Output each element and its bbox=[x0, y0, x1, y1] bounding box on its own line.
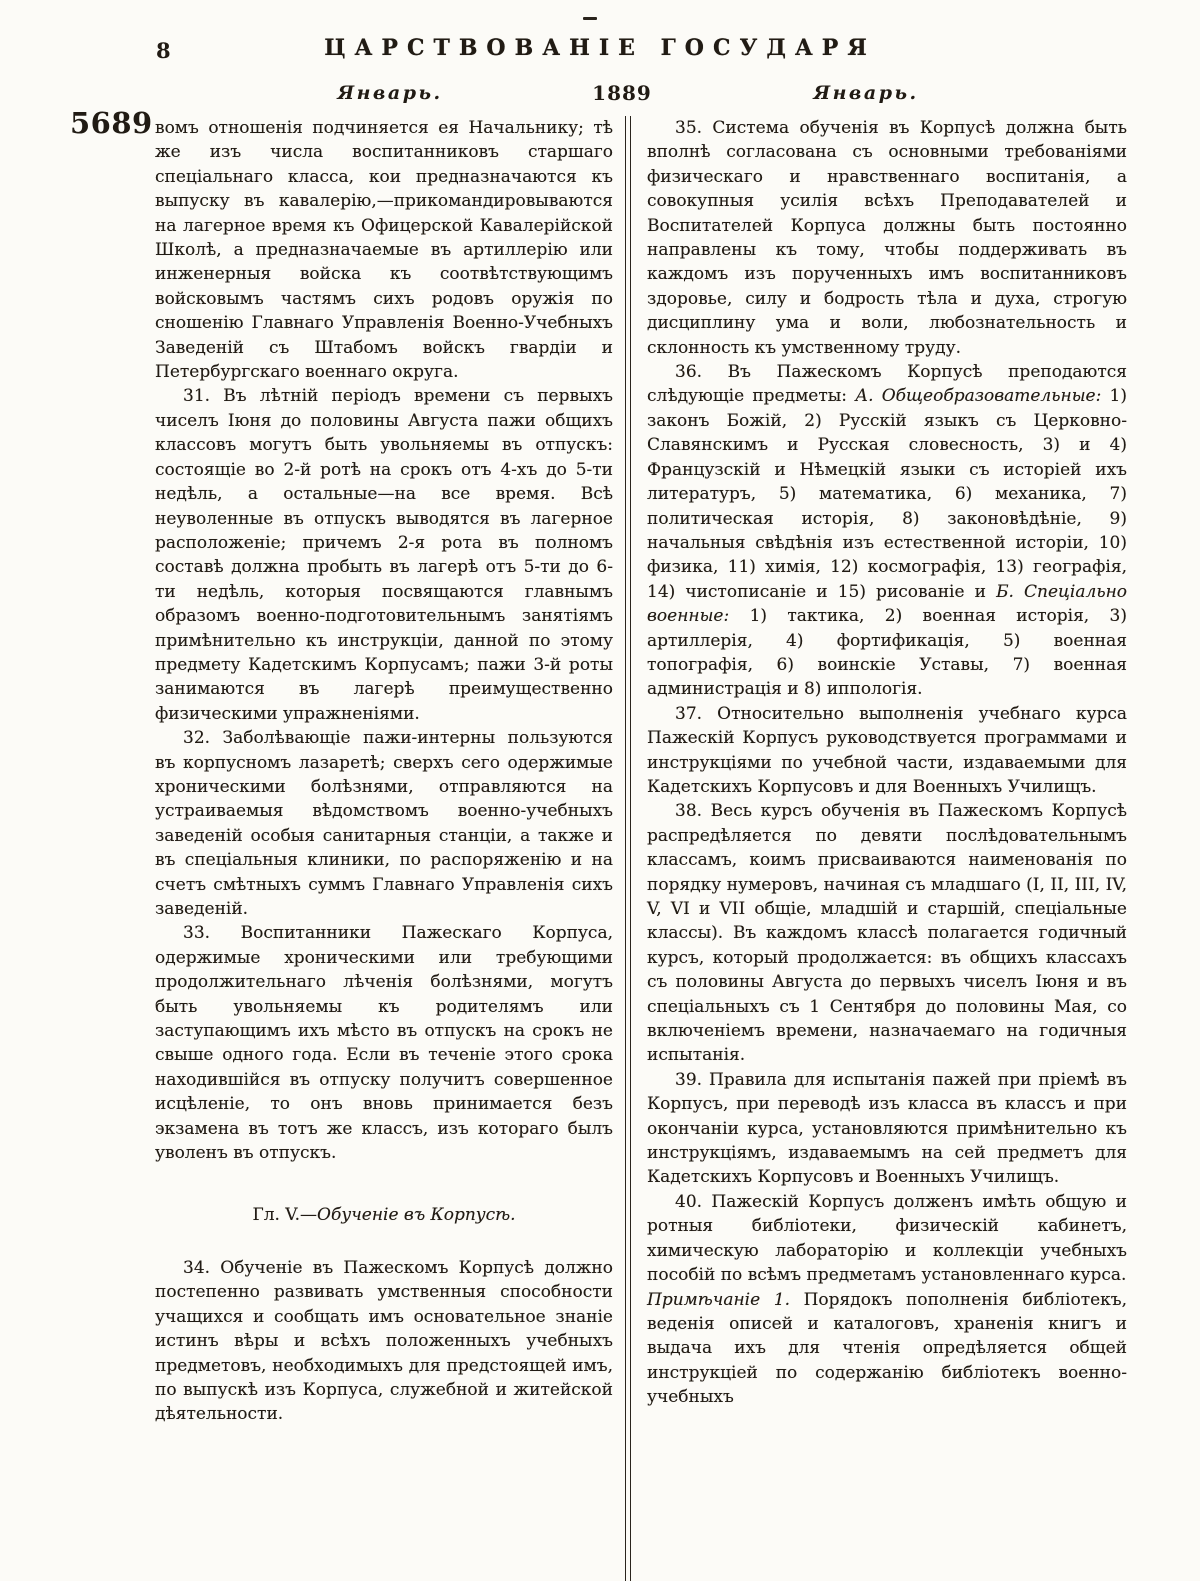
page-ornament bbox=[583, 17, 597, 20]
paragraph bbox=[647, 1288, 1127, 1410]
text-run: Порядокъ пополненія библіотекъ, веденія описей и каталоговъ, храненія книгъ и выдача ихъ для чтенія опредѣляется общей инструкціей по содержанію библіотекъ военно-учебныхъ bbox=[647, 1289, 1127, 1408]
text-run: 38. Весь курсъ обученія въ Пажескомъ Корпусѣ распредѣляется по девяти послѣдовательнымъ классамъ, коимъ присваиваются наименованія по порядку нумеровъ, начиная съ младшаго (I, II, III, IV, V, VI и VII общіе, младшій и старшій, спеціальные классы). Въ каждомъ классѣ полагается годичный курсъ, который продолжается: въ общихъ классахъ съ половины Августа до первыхъ чиселъ Іюня и въ спеціальныхъ съ 1 Сентября до половины Мая, со включеніемъ времени, назначаемаго на годичныя испытанія. bbox=[647, 801, 1127, 1066]
text-run: 35. Система обученія въ Корпусѣ должна быть вполнѣ согласована съ основными требованіями физическаго и нравственнаго воспитанія, а совокупныя усилія всѣхъ Преподавателей и Воспитателей Корпуса должны быть постоянно направлены къ тому, чтобы поддерживать въ каждомъ изъ порученныхъ имъ воспитанниковъ здоровье, силу и бодрость тѣла и духа, строгую дисциплину ума и воли, любознательность и склонность къ умственному труду. bbox=[647, 118, 1127, 358]
paragraph bbox=[647, 360, 1127, 702]
paragraph bbox=[155, 726, 613, 921]
paragraph bbox=[155, 384, 613, 726]
italic-text-run: Б. Спеціально военные: bbox=[647, 581, 1127, 627]
text-run: Гл. V.— bbox=[252, 1205, 318, 1226]
italic-text-run: Обученіе въ Корпусѣ. bbox=[317, 1205, 516, 1226]
text-run: 36. Въ Пажескомъ Корпусѣ преподаются слѣдующіе предметы: bbox=[647, 362, 1127, 407]
italic-text-run: Примѣчаніе 1. bbox=[647, 1289, 790, 1310]
text-run: 33. Воспитанники Пажескаго Корпуса, одержимые хроническими или требующими продолжительнаго лѣченія болѣзнями, могутъ быть увольняемы къ родителямъ или заступающимъ ихъ мѣсто въ отпускъ на срокъ не свыше одного года. Если въ теченіе этого срока находившійся въ отпуску получитъ совершенное исцѣленіе, то онъ вновь принимается безъ экзамена въ тотъ же классъ, изъ котораго былъ уволенъ въ отпускъ. bbox=[155, 923, 613, 1164]
right-column bbox=[647, 116, 1127, 1581]
text-run: 34. Обученіе въ Пажескомъ Корпусѣ должно постепенно развивать умственныя способности учащихся и сообщать имъ основательное знаніе истинъ вѣры и всѣхъ положенныхъ учебныхъ предметовъ, необходимыхъ для предстоящей имъ, по выпускѣ изъ Корпуса, служебной и житейской дѣятельности. bbox=[155, 1257, 613, 1425]
text-run: 37. Относительно выполненія учебнаго курса Пажескій Корпусъ руководствуется программами и инструкціями по учебной части, издаваемыми для Кадетскихъ Корпусовъ и для Военныхъ Училищъ. bbox=[647, 703, 1127, 797]
text-run: 1) тактика, 2) военная исторія, 3) артиллерія, 4) фортификація, 5) военная топографія, 6) воинскіе Уставы, 7) военная администрація и 8) иппологія. bbox=[647, 606, 1127, 700]
text-run: 40. Пажескій Корпусъ долженъ имѣть общую и ротныя библіотеки, физическій кабинетъ, химическую лабораторію и коллекціи учебныхъ пособій по всѣмъ предметамъ установленнаго курса. bbox=[647, 1191, 1127, 1286]
text-run: вомъ отношенія подчиняется ея Начальнику; тѣ же изъ числа воспитанниковъ старшаго спеціальнаго класса, кои предназначаются къ выпуску въ кавалерію,—прикомандировываются на лагерное время къ Офицерской Кавалерійской Школѣ, а предназначаемые въ артиллерію или инженерныя войска къ соотвѣтствующимъ войсковымъ частямъ сихъ родовъ оружія по сношенію Главнаго Управленія Военно-Учебныхъ Заведеній съ Штабомъ войскъ гвардіи и Петербургскаго военнаго округа. bbox=[155, 118, 613, 383]
column-divider bbox=[625, 116, 631, 1581]
italic-text-run: А. Общеобразовательные: bbox=[855, 386, 1102, 407]
text-run: 1) законъ Божій, 2) Русскій языкъ съ Церковно-Славянскимъ и Русская словесность, 3) и 4) Французскій и Нѣмецкій языки съ исторіей ихъ литературъ, 5) математика, 6) механика, 7) политическая исторія, 8) законовѣдѣніе, 9) начальныя свѣдѣнія изъ естественной исторіи, 10) физика, 11) химія, 12) космографія, 13) географія, 14) чистописаніе и 15) рисованіе и bbox=[647, 386, 1127, 602]
paragraph bbox=[647, 1190, 1127, 1288]
left-column bbox=[155, 116, 613, 1581]
page-title: ЦАРСТВОВАНІЕ ГОСУДАРЯ bbox=[324, 35, 876, 61]
month-label-right: Январь. bbox=[813, 82, 919, 104]
paragraph bbox=[647, 1068, 1127, 1190]
page-number: 8 bbox=[156, 38, 171, 63]
paragraph bbox=[155, 1256, 613, 1427]
paragraph bbox=[647, 116, 1127, 360]
text-run: 39. Правила для испытанія пажей при пріемѣ въ Корпусъ, при переводѣ изъ класса въ классъ и при окончаніи курса, установляются примѣнительно къ инструкціямъ, издаваемымъ на сей предметъ для Кадетскихъ Корпусовъ и Военныхъ Училищъ. bbox=[647, 1069, 1127, 1188]
chapter-heading bbox=[155, 1203, 613, 1227]
text-run: 32. Заболѣвающіе пажи-интерны пользуются въ корпусномъ лазаретѣ; сверхъ сего одержимые хроническими болѣзнями, отправляются на устраиваемыя вѣдомствомъ военно-учебныхъ заведеній особыя санитарныя станціи, а также и въ спеціальныя клиники, по распоряженію и на счетъ смѣтныхъ суммъ Главнаго Управленія сихъ заведеній. bbox=[155, 728, 613, 919]
text-run: 31. Въ лѣтній періодъ времени съ первыхъ чиселъ Іюня до половины Августа пажи общихъ классовъ могутъ быть увольняемы въ отпускъ: состоящіе во 2-й ротѣ на срокъ отъ 4-хъ до 5-ти недѣль, а остальные—на все время. Всѣ неуволенные въ отпускъ выводятся въ лагерное расположеніе; причемъ 2-я рота въ полномъ составѣ должна пробыть въ лагерѣ отъ 5-ти до 6-ти недѣль, которыя посвящаются главнымъ образомъ военно-подготовительнымъ занятіямъ примѣнительно къ инструкціи, данной по этому предмету Кадетскимъ Корпусамъ; пажи 3-й роты занимаются въ лагерѣ преимущественно физическими упражненіями. bbox=[155, 386, 613, 724]
paragraph bbox=[647, 799, 1127, 1067]
paragraph bbox=[647, 702, 1127, 800]
act-number: 5689 bbox=[70, 106, 153, 140]
paragraph bbox=[155, 116, 613, 384]
month-label-left: Январь. bbox=[337, 82, 443, 104]
text-columns bbox=[155, 116, 1127, 1581]
year-label: 1889 bbox=[592, 81, 652, 105]
paragraph bbox=[155, 921, 613, 1165]
